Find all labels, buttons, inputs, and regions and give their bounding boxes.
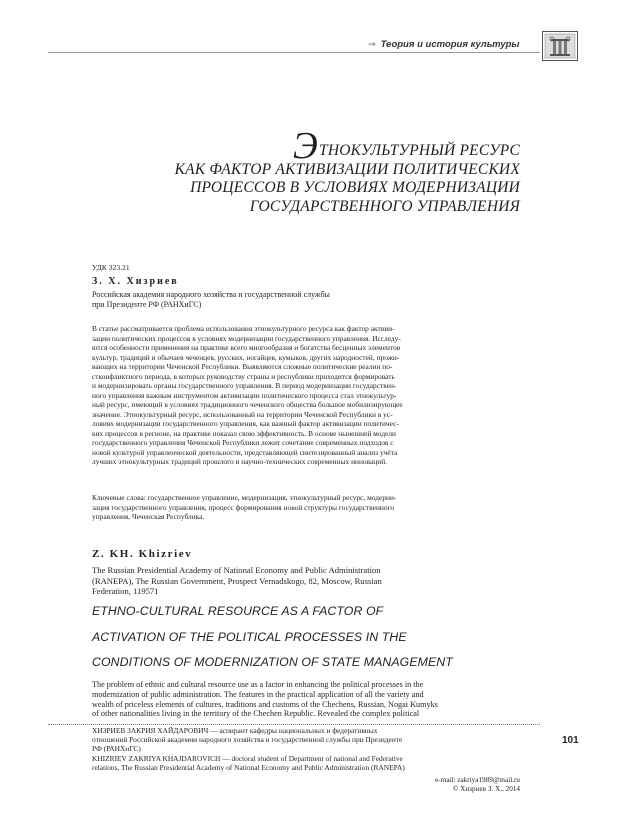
article-title-ru xyxy=(92,125,520,216)
abstract-ru: В статье рассматривается проблема использования этнокультурного ресурса как фактор активи- зации политических процессов в условиях модернизации государственного управления. Исследу- ются особенности применения на практике всего многообразия и богатства бесценных элементов культур, традиций и обычаев чеченцев, русских, ногайцев, кумыков, других народностей, прожи- вающих на территории Чеченской Республики. Выявляются сложные политические реалии по- стконфликтного периода, в которых руководству страны и республики приходится формировать и модернизировать органы государственного управления. В период модернизации государствен- ного управления важным инструментом активизации политического процесса стал этнокультур- ный ресурс, имеющий в условиях традиционного чеченского общества большое мобилизирующее значение. Этнокультурный ресурс, использованный на территории Чеченской Республики в ус- ловиях модернизации государственного управления, как важный фактор активизации политичес- ких процессов в регионе, на практике показал свою эффективность. В основе нынешней модели государственного управления Чеченской Республики лежит сочетание современных подходов с новой культурой управленческой деятельности, представляющей синтезированный анализ учёта лучших этнокультурных традиций прошлого и научно-технических современных инноваций. xyxy=(92,324,403,466)
copyright-notice: © Хизриев З. Х., 2014 xyxy=(452,785,520,793)
article-title-en-line-1: ETHNO-CULTURAL RESOURCE AS A FACTOR OF xyxy=(92,604,384,618)
header-rule xyxy=(48,52,540,53)
author-footnote-en: KHIZRIEV ZAKRIYA KHAJDAROVICH — doctoral student of Department of national and Federative relations, The Russian Presidential Academy of National Economy and Public Administration (RANEPA) xyxy=(92,754,405,772)
author-name-en: Z. KH. Khizriev xyxy=(92,548,193,560)
author-affiliation-ru: Российская академия народного хозяйства и государственной службы при Президенте РФ (РАНХиГС) xyxy=(92,290,330,309)
author-footnote-ru: ХИЗРИЕВ ЗАКРИЯ ХАЙДАРОВИЧ — аспирант кафедры национальных и федеративных отношений Российской академии народного хозяйства и государственной службы при Президенте РФ (РАНХиГС) xyxy=(92,726,403,753)
article-title-en-line-2: ACTIVATION OF THE POLITICAL PROCESSES IN THE xyxy=(92,630,407,644)
title-line-4: ГОСУДАРСТВЕННОГО УПРАВЛЕНИЯ xyxy=(249,197,520,215)
title-line-1: ТНОКУЛЬТУРНЫЙ РЕСУРС xyxy=(319,142,520,159)
author-affiliation-en: The Russian Presidential Academy of National Economy and Public Administration (RANEPA), The Russian Government, Prospect Vernadskogo, 82, Moscow, Russian Federation, 119571 xyxy=(92,565,382,596)
author-name-ru: З. Х. Хизриев xyxy=(92,276,179,287)
title-drop-cap: Э xyxy=(292,125,319,167)
arrow-icon: ⇒ xyxy=(368,39,376,50)
page-number: 101 xyxy=(562,735,579,746)
title-line-3: ПРОЦЕССОВ В УСЛОВИЯХ МОДЕРНИЗАЦИИ xyxy=(190,179,520,196)
udk-code: УДК 323.21 xyxy=(92,263,130,272)
keywords-ru: Ключевые слова: государственное управление, модернизация, этнокультурный ресурс, модерни- зация государственного управления, процесс формирования новой структуры государственного управления, Чеченская Республика. xyxy=(92,493,397,521)
author-email: e-mail: zakriya1989@mail.ru xyxy=(435,776,520,784)
journal-column-logo-icon xyxy=(542,31,578,61)
abstract-en: The problem of ethnic and cultural resource use as a factor in enhancing the political processes in the modernization of public administration. The features in the practical application of all the variety and wealth of priceless elements of cultures, traditions and customs of the Chechens, Russian, Nogai Kumyks of other nationalities living in the territory of the Chechen Republic. Revealed the complex political xyxy=(92,680,438,719)
section-title: Теория и история культуры xyxy=(380,39,520,50)
footnote-divider xyxy=(48,724,540,725)
running-header xyxy=(368,39,520,50)
article-title-en-line-3: CONDITIONS OF MODERNIZATION OF STATE MANAGEMENT xyxy=(92,655,453,669)
title-line-2: КАК ФАКТОР АКТИВИЗАЦИИ ПОЛИТИЧЕСКИХ xyxy=(174,160,520,178)
